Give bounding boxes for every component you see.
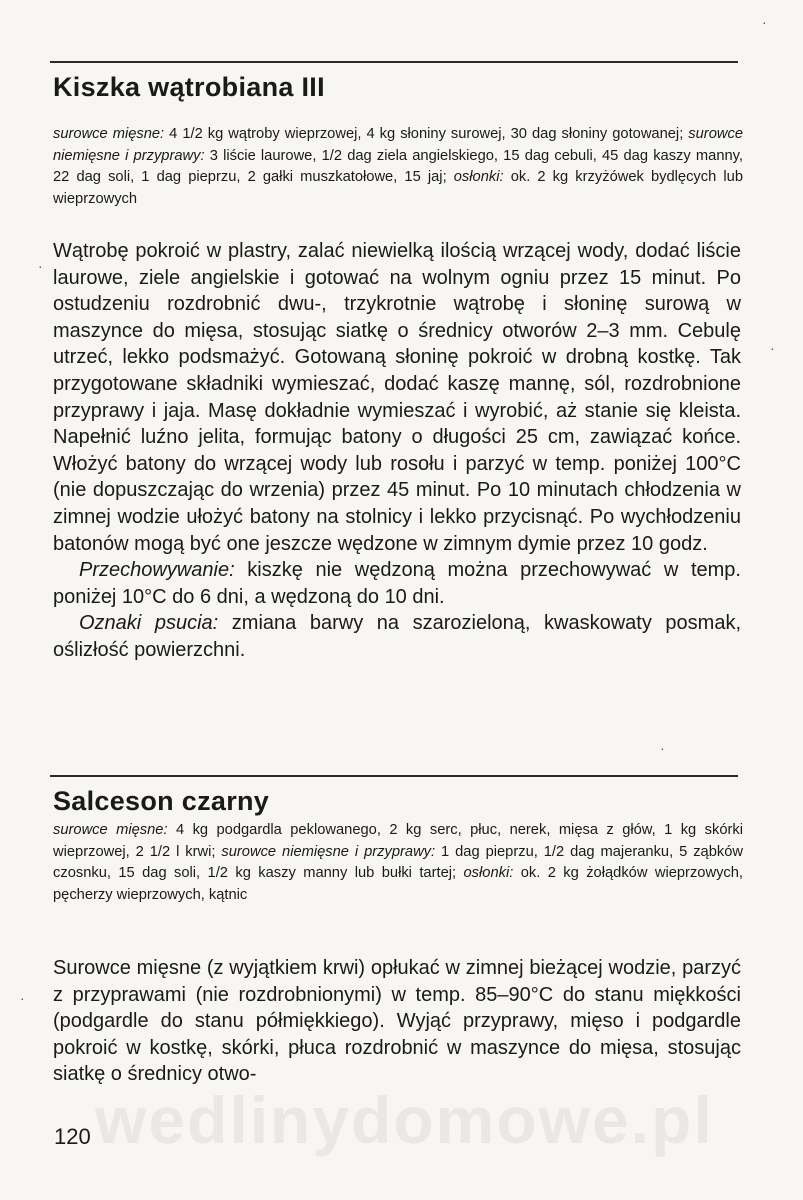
ingredients-list [53, 124, 743, 210]
meat-ingredients-text: 4 kg podgardla peklowanego, 2 kg serc, płuc, nerek, mięsa z głów, 1 kg skórki wieprzowej, 2 1/2 l krwi; [53, 822, 743, 860]
storage-text: kiszkę nie wędzoną można przechowywać w temp. poniżej 10°C do 6 dni, a wędzoną do 10 dni. [53, 559, 741, 608]
recipe-title: Kiszka wątrobiana III [53, 72, 325, 102]
other-ingredients-text: 3 liście laurowe, 1/2 dag ziela angielskiego, 15 dag cebuli, 45 dag kaszy manny, 22 dag soli, 1 dag pieprzu, 2 gałki muszkatołowe, 15 jaj; [53, 147, 743, 185]
ingredients-list [53, 820, 743, 906]
recipe-title: Salceson czarny [53, 786, 270, 816]
storage-paragraph [53, 557, 741, 610]
meat-ingredients-label: surowce mięsne: [53, 126, 165, 142]
scan-speck: · [762, 14, 767, 30]
scan-speck: · [38, 258, 43, 274]
casing-label: osłonki: [453, 169, 504, 185]
spoilage-label: Oznaki psucia: [79, 612, 219, 635]
section-divider [50, 61, 738, 63]
storage-label: Przechowywanie: [79, 559, 235, 582]
spoilage-paragraph [53, 610, 741, 663]
casing-text: ok. 2 kg żołądków wieprzowych, pęcherzy wieprzowych, kątnic [53, 865, 744, 903]
preparation-paragraph: Surowce mięsne (z wyjątkiem krwi) opłukać w zimnej bieżącej wodzie, parzyć z przyprawami (nie rozdrobnionymi) w temp. 85–90°C do stanu miękkości (podgardle do stanu półmiękkiego). Wyjąć przyprawy, mięso i podgardle pokroić w kostkę, skórki, płuca rozdrobnić w maszynce do mięsa, stosując siatkę o średnicy otwo- [53, 957, 741, 1086]
scan-speck: · [20, 990, 25, 1006]
casing-label: osłonki: [463, 865, 514, 881]
page-number: 120 [54, 1124, 91, 1149]
recipe-body [53, 238, 741, 664]
scan-speck: · [770, 340, 775, 356]
casing-text: ok. 2 kg krzyżówek bydlęcych lub wieprzowych [53, 169, 743, 207]
watermark: wedlinydomowe.pl [95, 1083, 714, 1157]
meat-ingredients-label: surowce mięsne: [53, 822, 168, 838]
spoilage-text: zmiana barwy na szarozieloną, kwaskowaty posmak, oślizłość powierzchni. [53, 612, 741, 661]
other-ingredients-label: surowce niemięsne i przyprawy: [221, 843, 436, 860]
other-ingredients-text: 1 dag pieprzu, 1/2 dag majeranku, 5 ząbków czosnku, 15 dag soli, 1/2 kg kaszy manny lub bułki tartej; [53, 843, 744, 881]
preparation-paragraph: Wątrobę pokroić w plastry, zalać niewielką ilością wrzącej wody, dodać liście laurowe, ziele angielskie i gotować na wolnym ogniu przez 15 minut. Po ostudzeniu rozdrobnić dwu-, trzykrotnie wątrobę i słoninę surową w maszynce do mięsa, stosując siatkę o średnicy otworów 2–3 mm. Cebulę utrzeć, lekko podsmażyć. Gotowaną słoninę pokroić w drobną kostkę. Tak przygotowane składniki wymieszać, dodać kaszę mannę, sól, rozdrobnione przyprawy i jaja. Masę dokładnie wymieszać i wyrobić, aż stanie się kleista. Napełnić luźno jelita, formując batony o długości 25 cm, zawiązać końce. Włożyć batony do wrzącej wody lub rosołu i parzyć w temp. poniżej 100°C (nie dopuszczając do wrzenia) przez 45 minut. Po 10 minutach chłodzenia w zimnej wodzie ułożyć batony na stolnicy i lekko przycisnąć. Po wychłodzeniu batonów mogą być one jeszcze wędzone w zimnym dymie przez 10 godz. [53, 240, 741, 555]
section-divider [50, 775, 738, 777]
recipe-body [53, 955, 741, 1088]
meat-ingredients-text: 4 1/2 kg wątroby wieprzowej, 4 kg słoniny surowej, 30 dag słoniny gotowanej; [164, 126, 689, 142]
other-ingredients-label: surowce niemięsne i przyprawy: [53, 126, 743, 164]
scan-speck: · [660, 740, 665, 756]
